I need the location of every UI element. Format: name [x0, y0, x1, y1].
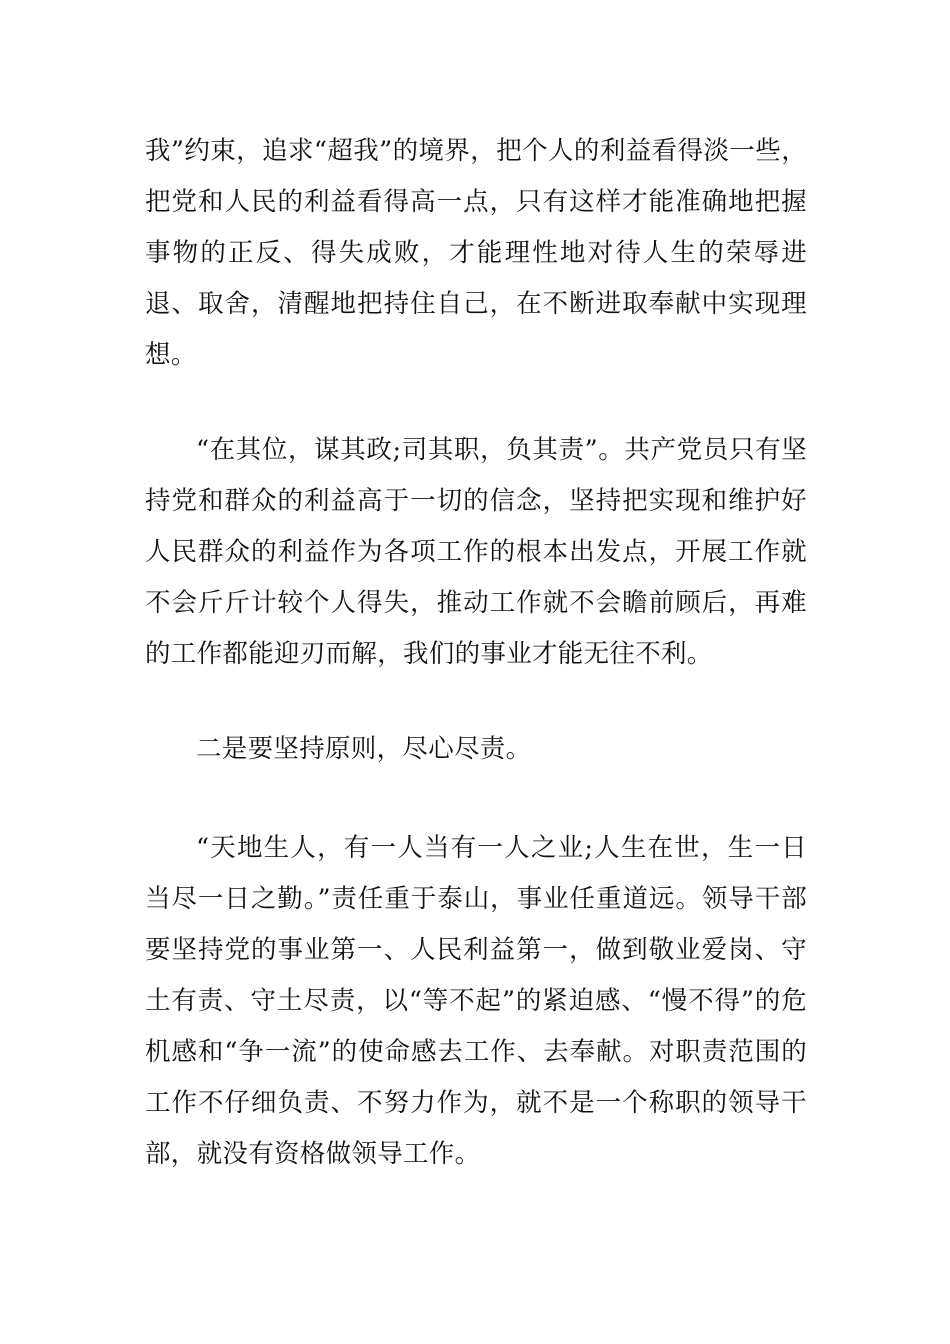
paragraph-continuation: 我”约束，追求“超我”的境界，把个人的利益看得淡一些，把党和人民的利益看得高一点，只有这样才能准确地把握事物的正反、得失成败，才能理性地对待人生的荣辱进退、取舍，清醒地把持住自己，在不断进取奉献中实现理想。 [145, 136, 807, 370]
paragraph-duty-quote: “在其位，谋其政;司其职，负其责”。共产党员只有坚持党和群众的利益高于一切的信念，坚持把实现和维护好人民群众的利益作为各项工作的根本出发点，开展工作就不会斤斤计较个人得失，推动工作就不会瞻前顾后，再难的工作都能迎刃而解，我们的事业才能无往不利。 [145, 435, 807, 669]
section-heading-principle: 二是要坚持原则，尽心尽责。 [196, 734, 532, 764]
paragraph-responsibility: “天地生人，有一人当有一人之业;人生在世，生一日当尽一日之勤。”责任重于泰山，事业任重道远。领导干部要坚持党的事业第一、人民利益第一，做到敬业爱岗、守土有责、守土尽责，以“等不起”的紧迫感、“慢不得”的危机感和“争一流”的使命感去工作、去奉献。对职责范围的工作不仔细负责、不努力作为，就不是一个称职的领导干部，就没有资格做领导工作。 [145, 833, 807, 1169]
